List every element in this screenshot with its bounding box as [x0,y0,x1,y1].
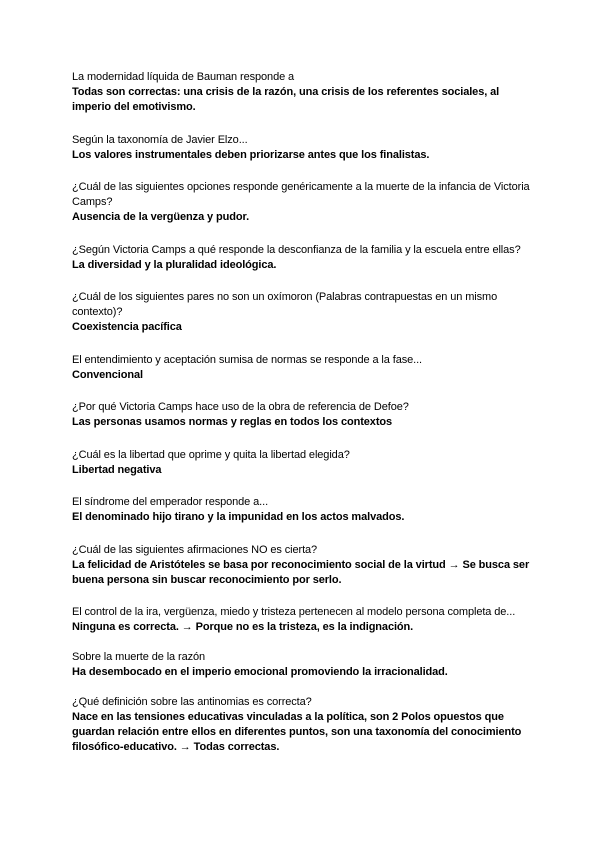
answer-text: Todas son correctas: una crisis de la razón, una crisis de los referentes sociales, al imperio del emotivismo. [72,86,500,113]
qa-item [72,133,532,163]
qa-item [72,448,532,478]
question-text: ¿Qué definición sobre las antinomias es correcta? [72,696,312,708]
answer-text: El denominado hijo tirano y la impunidad en los actos malvados. [72,511,405,523]
qa-item [72,650,532,680]
question-text: ¿Por qué Victoria Camps hace uso de la obra de referencia de Defoe? [72,401,409,413]
document-page [72,70,532,773]
question-text: Sobre la muerte de la razón [72,651,206,663]
answer-text: Nace en las tensiones educativas vinculadas a la política, son 2 Polos opuestos que guardan relación entre ellos en diferentes puntos, son una taxonomía del conocimiento filosófico-educativo. → Todas correctas. [72,711,522,753]
question-text: El síndrome del emperador responde a... [72,496,269,508]
question-text: La modernidad líquida de Bauman responde a [72,71,295,83]
qa-item [72,400,532,430]
qa-item [72,290,532,335]
question-text: ¿Cuál es la libertad que oprime y quita la libertad elegida? [72,448,350,461]
question-text: ¿Cuál de las siguientes afirmaciones NO es cierta? [72,543,318,556]
answer-text: Ha desembocado en el imperio emocional promoviendo la irracionalidad. [72,666,448,678]
answer-text: Las personas usamos normas y reglas en todos los contextos [72,416,393,428]
qa-item [72,353,532,383]
qa-item [72,243,532,273]
qa-item [72,495,532,525]
question-text: ¿Según Victoria Camps a qué responde la desconfianza de la familia y la escuela entre ellas? [72,243,521,256]
answer-text: La diversidad y la pluralidad ideológica. [72,258,277,271]
question-text: El entendimiento y aceptación sumisa de normas se responde a la fase... [72,353,422,366]
answer-text: Los valores instrumentales deben priorizarse antes que los finalistas. [72,148,430,161]
qa-item [72,543,532,588]
question-text: ¿Cuál de los siguientes pares no son un oxímoron (Palabras contrapuestas en un mismo contexto)? [72,291,498,318]
question-text: Según la taxonomía de Javier Elzo... [72,133,248,146]
answer-text: Coexistencia pacífica [72,321,182,333]
qa-item [72,180,532,225]
question-text: ¿Cuál de las siguientes opciones responde genéricamente a la muerte de la infancia de Victoria Camps? [72,181,530,208]
qa-item [72,70,532,115]
question-text: El control de la ira, vergüenza, miedo y tristeza pertenecen al modelo persona completa de... [72,606,516,618]
qa-item [72,605,532,635]
answer-text: Libertad negativa [72,463,162,476]
qa-item [72,695,532,755]
answer-text: Ausencia de la vergüenza y pudor. [72,211,250,223]
answer-text: La felicidad de Aristóteles se basa por reconocimiento social de la virtud → Se busca ser buena persona sin buscar reconocimiento por serlo. [72,558,530,586]
answer-text: Ninguna es correcta. → Porque no es la tristeza, es la indignación. [72,621,414,633]
answer-text: Convencional [72,368,143,381]
